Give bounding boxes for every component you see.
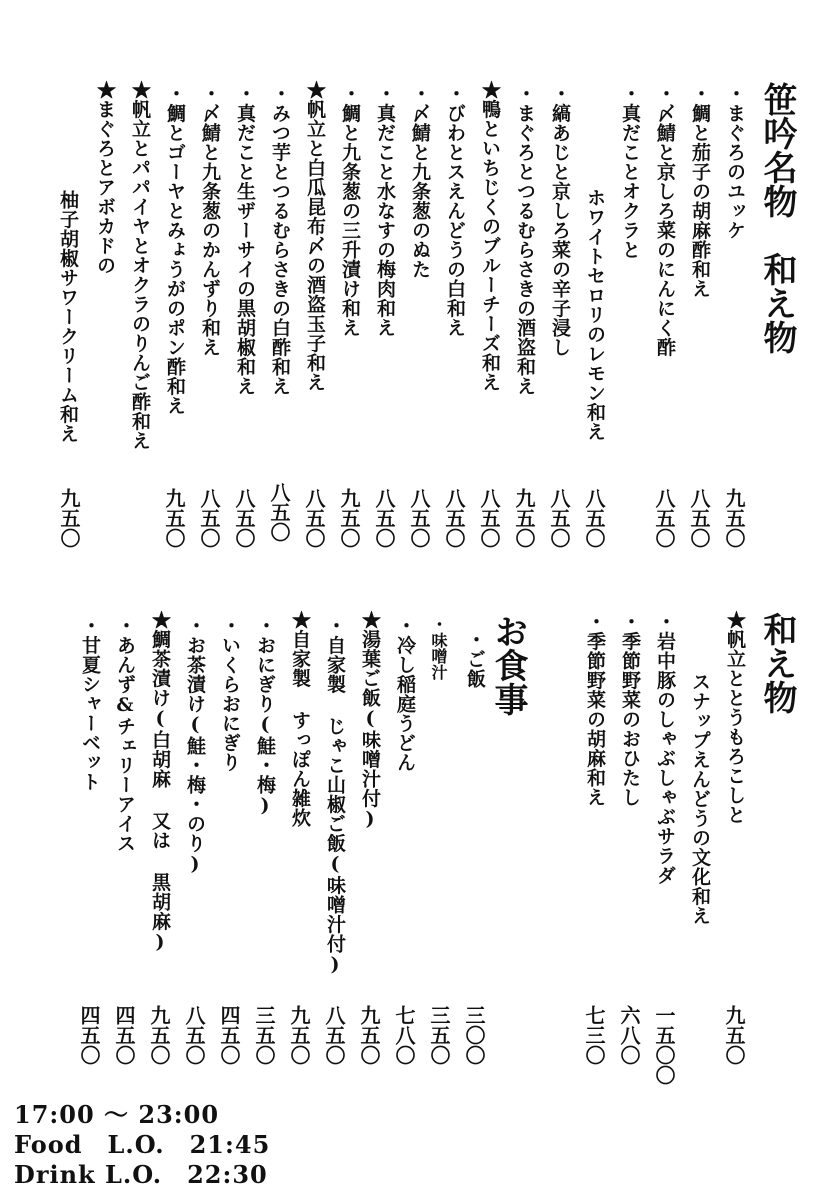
- menu-item-name: ・みつ芋とつるむらさきの白酢和え: [269, 84, 291, 396]
- menu-item-price: 三〇〇: [462, 1005, 486, 1065]
- menu-item-name: ・味噌汁: [429, 616, 448, 680]
- menu-item-price: 三五〇: [427, 1005, 451, 1065]
- menu-item-name: ・鯛と九条葱の三升漬け和え: [339, 84, 361, 338]
- menu-item-price: 八五〇: [582, 488, 606, 548]
- menu-item-name: ★鴨といちじくのブルーチーズ和え: [479, 80, 501, 392]
- menu-item-price: 八五〇: [302, 488, 326, 548]
- menu-item-price: 八五〇: [372, 488, 396, 548]
- business-hours: [14, 1100, 270, 1190]
- menu-item-price: 一五〇〇: [652, 1005, 676, 1085]
- menu-item-name: ・縞あじと京しろ菜の辛子浸し: [549, 84, 571, 357]
- menu-item-name: ・〆鯖と九条葱のかんずり和え: [199, 84, 221, 357]
- menu-item-name: ★帆立とパパイヤとオクラのりんご酢和え: [129, 80, 151, 451]
- menu-item-name: ★まぐろとアボカドの: [94, 80, 116, 275]
- menu-item-price: 七八〇: [392, 1005, 416, 1065]
- menu-item-name-continued: スナップえんどうの文化和え: [689, 672, 711, 926]
- menu-item-name: ・あんず&チェリーアイス: [114, 616, 136, 853]
- menu-item-name: ・ご飯: [464, 630, 486, 689]
- menu-item-name: ★湯葉ご飯(味噌汁付): [359, 610, 381, 831]
- menu-item-name: ・お茶漬け(鮭・梅・のり): [184, 616, 206, 876]
- menu-item-name: ・季節野菜のおひたし: [619, 612, 641, 807]
- menu-item-name: ・季節野菜の胡麻和え: [584, 612, 606, 807]
- menu-item-price: 九五〇: [162, 488, 186, 548]
- menu-item-price: 八五〇: [652, 488, 676, 548]
- menu-item-price: 九五〇: [722, 1005, 746, 1065]
- menu-item-price: 六八〇: [617, 1005, 641, 1065]
- menu-item-price: 八五〇: [232, 488, 256, 548]
- menu-item-name: ・いくらおにぎり: [219, 616, 241, 772]
- menu-item-name-continued: ホワイトセロリのレモン和え: [584, 188, 606, 442]
- menu-item-price: 八五〇: [407, 488, 431, 548]
- menu-item-name: ★鯛茶漬け(白胡麻 又は 黒胡麻): [149, 610, 171, 954]
- menu-item-price: 九五〇: [337, 488, 361, 548]
- menu-item-price: 九五〇: [287, 1005, 311, 1065]
- menu-item-price: 九五〇: [357, 1005, 381, 1065]
- menu-item-price: 七三〇: [582, 1005, 606, 1065]
- menu-item-price: 九五〇: [147, 1005, 171, 1065]
- menu-item-name: ・鯛とゴーヤとみょうがのポン酢和え: [164, 84, 186, 416]
- menu-item-price: 九五〇: [722, 488, 746, 548]
- menu-item-name: ★帆立ととうもろこしと: [724, 610, 746, 825]
- menu-item-price: 八五〇: [267, 482, 291, 542]
- section-title-meal: お食事: [488, 614, 528, 716]
- menu-item-price: 三五〇: [252, 1005, 276, 1065]
- menu-item-price: 八五〇: [477, 488, 501, 548]
- menu-item-name: ・真だことオクラと: [619, 84, 641, 260]
- menu-item-price: 八五〇: [197, 488, 221, 548]
- menu-item-price: 八五〇: [547, 488, 571, 548]
- menu-item-name: ・びわとスえんどうの白和え: [444, 84, 466, 338]
- menu-item-price: 八五〇: [182, 1005, 206, 1065]
- menu-item-name: ・まぐろのユッケ: [724, 84, 746, 240]
- menu-item-name: ★自家製 すっぽん雑炊: [289, 610, 311, 828]
- menu-item-price: 八五〇: [322, 1005, 346, 1065]
- food-last-order: Food L.O. 21:45: [14, 1130, 271, 1159]
- menu-item-name: ・冷し稲庭うどん: [394, 616, 416, 772]
- menu-item-name: ・甘夏シャーベット: [79, 616, 101, 792]
- menu-item-name: ・自家製 じゃこ山椒ご飯(味噌汁付): [324, 616, 346, 976]
- section-title-aemono: 和え物: [757, 612, 797, 714]
- menu-item-price: 九五〇: [57, 488, 81, 548]
- menu-item-name: ・〆鯖と京しろ菜のにんにく酢: [654, 84, 676, 357]
- menu-item-name: ・鯛と茄子の胡麻酢和え: [689, 84, 711, 299]
- drink-last-order: Drink L.O. 22:30: [14, 1160, 268, 1189]
- menu-item-name: ・〆鯖と九条葱のぬた: [409, 84, 431, 279]
- menu-item-name: ・岩中豚のしゃぶしゃぶサラダ: [654, 612, 676, 885]
- menu-item-name: ・真だこと水なすの梅肉和え: [374, 84, 396, 338]
- menu-item-price: 八五〇: [687, 488, 711, 548]
- menu-item-name: ★帆立と白瓜昆布〆の酒盗玉子和え: [304, 80, 326, 392]
- menu-item-name: ・おにぎり(鮭・梅): [254, 616, 276, 817]
- menu-item-price: 四五〇: [217, 1005, 241, 1065]
- menu-item-price: 九五〇: [512, 488, 536, 548]
- menu-item-name: ・真だこと生ザーサイの黒胡椒和え: [234, 84, 256, 396]
- section-title-signature-aemono: 笹吟名物 和え物: [757, 82, 797, 354]
- menu-item-price: 八五〇: [442, 488, 466, 548]
- menu-item-name-continued: 柚子胡椒サワークリーム和え: [57, 190, 79, 444]
- open-hours: 17:00 ～ 23:00: [14, 1100, 220, 1129]
- menu-item-price: 四五〇: [77, 1005, 101, 1065]
- menu-item-price: 四五〇: [112, 1005, 136, 1065]
- menu-item-name: ・まぐろとつるむらさきの酒盗和え: [514, 84, 536, 396]
